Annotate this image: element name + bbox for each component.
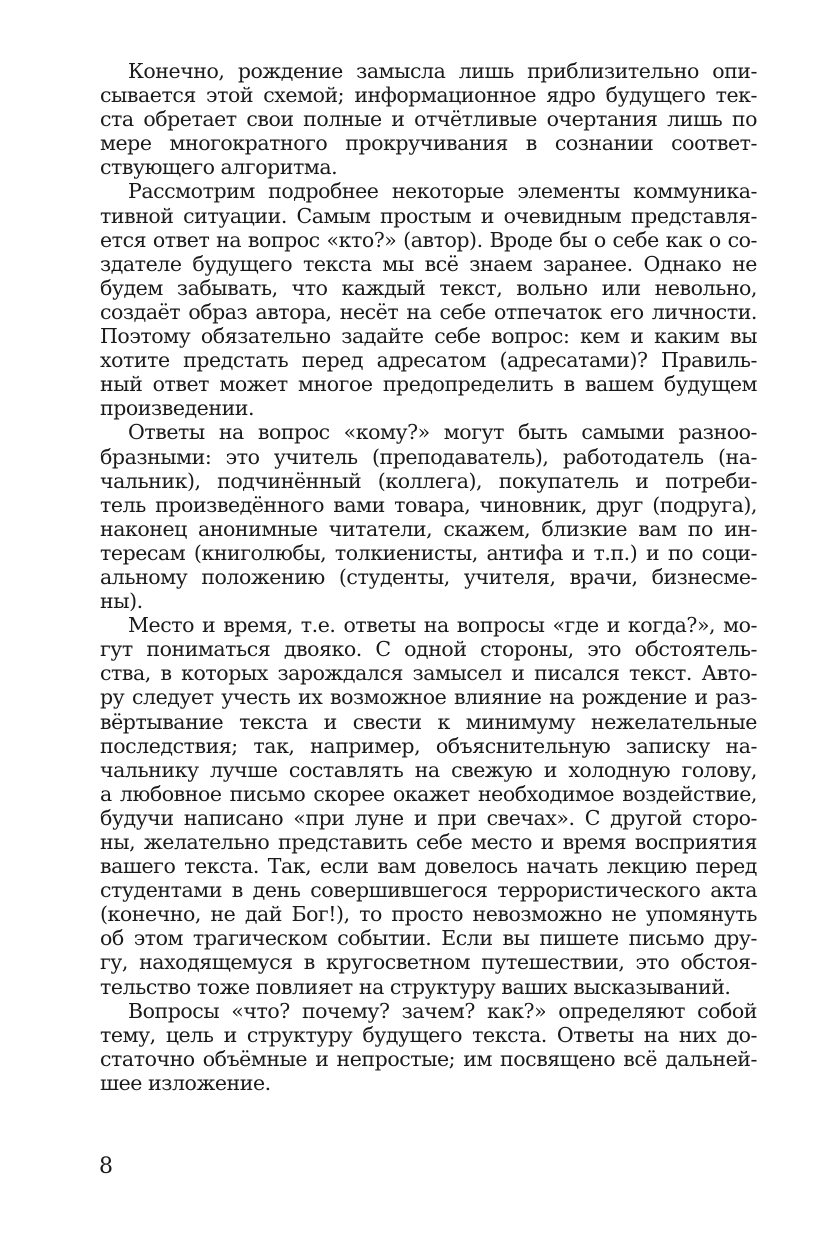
- paragraph-4: [100, 613, 757, 999]
- text-line: бразными: это учитель (преподаватель), работодатель (на-: [100, 444, 757, 469]
- text-line: а любовное письмо скорее окажет необходимое воздействие,: [100, 781, 757, 806]
- text-line: тель произведённого вами товара, чиновник, друг (подруга),: [100, 492, 757, 517]
- paragraph-1: [100, 59, 757, 179]
- text-line: ны, желательно представить себе место и время восприятия: [100, 830, 757, 854]
- text-line: произведении.: [100, 396, 255, 421]
- text-line: чальник), подчинённый (коллега), покупатель и потреби-: [100, 468, 757, 493]
- text-line: вашего текста. Так, если вам довелось начать лекцию перед: [100, 854, 757, 879]
- text-line: мере многократного прокручивания в сознании соответ-: [100, 131, 757, 156]
- text-line: тельство тоже повлияет на структуру ваших высказываний.: [100, 974, 731, 999]
- text-line: последствия; так, например, объяснительную записку на-: [100, 733, 757, 758]
- text-line: ный ответ может многое предопределить в вашем будущем: [100, 372, 757, 397]
- text-line: сывается этой схемой; информационное ядро будущего тек-: [100, 83, 757, 108]
- text-line: об этом трагическом событии. Если вы пишете письмо дру-: [100, 926, 757, 951]
- page-number: 8: [99, 1154, 113, 1179]
- text-line: будучи написано «при луне и при свечах». С другой сторо-: [100, 805, 757, 830]
- paragraph-2: [100, 179, 757, 420]
- text-line: ста обретает свои полные и отчётливые очертания лишь по: [100, 107, 757, 132]
- text-line: Конечно, рождение замысла лишь приблизительно опи-: [128, 59, 757, 83]
- text-line: наконец анонимные читатели, скажем, близкие вам по ин-: [100, 516, 757, 541]
- body-text: [100, 59, 757, 1095]
- text-line: будем забывать, что каждый текст, вольно или невольно,: [100, 275, 757, 300]
- text-line: создаёт образ автора, несёт на себе отпечаток его личности.: [100, 299, 757, 324]
- text-line: ется ответ на вопрос «кто?» (автор). Вроде бы о себе как о со-: [100, 227, 757, 252]
- paragraph-5: [100, 999, 757, 1095]
- text-line: шее изложение.: [100, 1070, 271, 1095]
- text-line: ру следует учесть их возможное влияние на рождение и раз-: [100, 685, 757, 710]
- paragraph-3: [100, 420, 757, 613]
- text-line: статочно объёмные и непростые; им посвящено всё дальней-: [100, 1046, 757, 1071]
- text-line: гу, находящемуся в кругосветном путешествии, это обстоя-: [100, 950, 757, 975]
- text-line: ствующего алгоритма.: [100, 155, 338, 180]
- text-line: студентами в день совершившегося террористического акта: [100, 878, 757, 903]
- text-line: гут пониматься двояко. С одной стороны, это обстоятель-: [100, 637, 757, 662]
- text-line: Поэтому обязательно задайте себе вопрос: кем и каким вы: [100, 324, 757, 349]
- text-line: Ответы на вопрос «кому?» могут быть самыми разноо-: [128, 420, 757, 445]
- text-line: здателе будущего текста мы всё знаем заранее. Однако не: [100, 251, 757, 276]
- text-line: Рассмотрим подробнее некоторые элементы коммуника-: [128, 179, 757, 204]
- text-line: (конечно, не дай Бог!), то просто невозможно не упомянуть: [100, 902, 757, 927]
- text-line: вёртывание текста и свести к минимуму нежелательные: [100, 709, 757, 734]
- text-line: альному положению (студенты, учителя, врачи, бизнесме-: [100, 564, 757, 589]
- text-line: ны).: [100, 589, 143, 614]
- text-line: тересам (книголюбы, толкиенисты, антифа и т.п.) и по соци-: [100, 540, 757, 565]
- text-line: Место и время, т.е. ответы на вопросы «где и когда?», мо-: [128, 613, 757, 638]
- text-line: тему, цель и структуру будущего текста. Ответы на них до-: [100, 1022, 757, 1047]
- text-line: чальнику лучше составлять на свежую и холодную голову,: [100, 757, 757, 782]
- text-line: тивной ситуации. Самым простым и очевидным представля-: [100, 203, 757, 228]
- text-line: Вопросы «что? почему? зачем? как?» определяют собой: [128, 998, 757, 1023]
- text-line: хотите предстать перед адресатом (адресатами)? Правиль-: [100, 348, 757, 373]
- text-line: ства, в которых зарождался замысел и писался текст. Авто-: [100, 661, 757, 686]
